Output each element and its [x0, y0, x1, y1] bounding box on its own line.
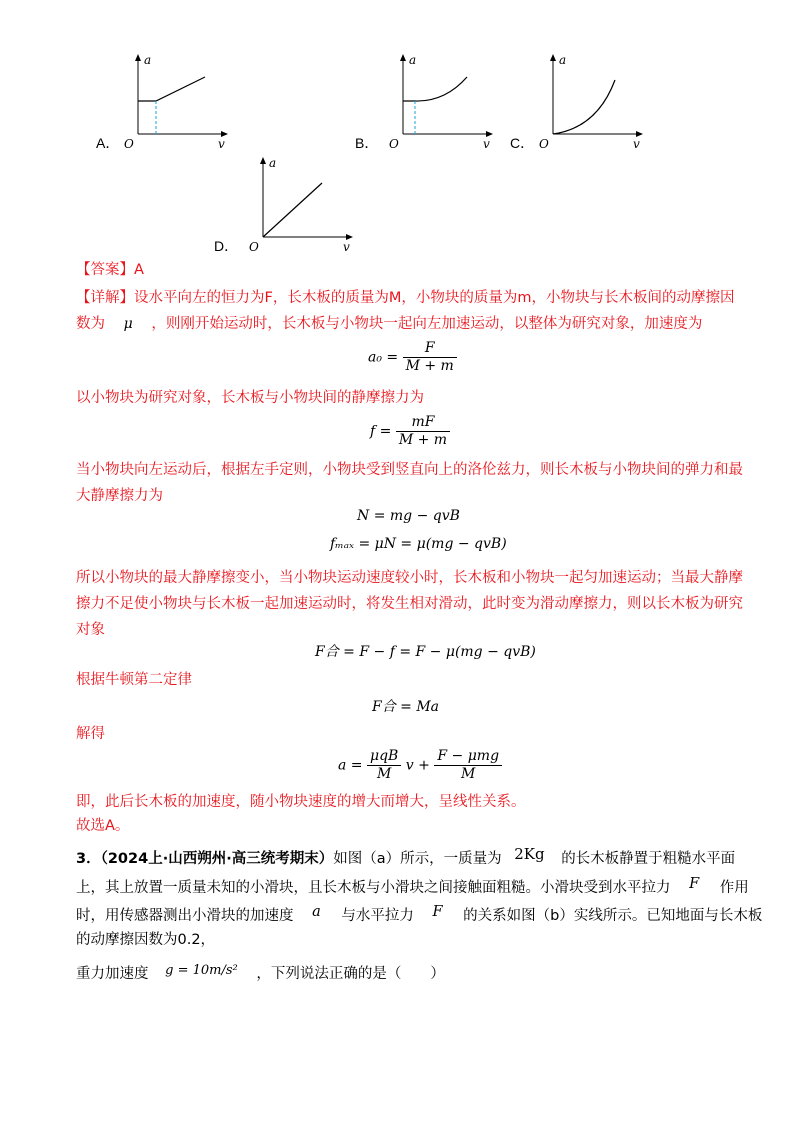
equation-a-result: a = $\frac{\text{μqB}}{M}$ v + $\frac{\text{F − μmg}}{M}$	[338, 748, 502, 783]
question3-line-2: 上，其上放置一质量未知的小滑块，且长木板与小滑块之间接触面粗糙。小滑块受到水平拉力 F 作用	[76, 876, 749, 896]
accel-symbol: a	[312, 904, 321, 920]
force-symbol-2: F	[432, 904, 443, 920]
detail-line-10: 解得	[76, 726, 105, 742]
question3-line-3: 时，用传感器测出小滑块的加速度 a 与水平拉力 F 的关系如图（b）实线所示。已知地面与长木板	[76, 904, 763, 924]
origin-label: O	[249, 240, 259, 254]
question3-line-4: 的动摩擦因数为0.2，	[76, 932, 216, 948]
gravity-value: g = 10m/s²	[165, 963, 238, 978]
equation-n: N = mg − qvB	[357, 508, 460, 524]
detail-line-2: 数为 μ ，则刚开始运动时，长木板与小物块一起向左加速运动，以整体为研究对象，加速度为	[76, 316, 703, 332]
axis-x-label: v	[218, 137, 225, 151]
axis-y-label: a	[269, 156, 277, 170]
detail-line-5: 大静摩擦力为	[76, 488, 163, 504]
origin-label: O	[389, 137, 399, 151]
graph-option-a	[120, 52, 230, 152]
equation-f: f = $\frac{mF}{M + m}$	[370, 414, 450, 449]
origin-label: O	[539, 137, 549, 151]
detail-line-3: 以小物块为研究对象，长木板与小物块间的静摩擦力为	[76, 390, 424, 406]
option-a-label: A．	[96, 135, 120, 151]
detail-line-12: 故选A。	[76, 818, 130, 834]
axis-y-label: a	[559, 53, 567, 67]
mass-value: 2Kg	[514, 845, 545, 863]
axis-x-label: v	[483, 137, 490, 151]
question3-line-5: 重力加速度 g = 10m/s² ，下列说法正确的是（ ）	[76, 963, 445, 982]
detail-line-6: 所以小物块的最大静摩擦变小，当小物块运动速度较小时，长木板和小物块一起匀加速运动；当最大静摩	[76, 570, 743, 586]
axis-x-label: v	[633, 137, 640, 151]
origin-label: O	[124, 137, 134, 151]
graph-option-d	[245, 155, 355, 255]
force-symbol: F	[689, 876, 700, 892]
detail-line-1: 【详解】设水平向左的恒力为F，长木板的质量为M，小物块的质量为m，小物块与长木板间的动摩擦因	[76, 290, 735, 306]
option-c-label: C．	[510, 135, 535, 151]
question3-line-1: 3．（2024上·山西朔州·高三统考期末）如图（a）所示，一质量为 2Kg 的长木板静置于粗糙水平面	[76, 845, 736, 867]
detail-line-11: 即，此后长木板的加速度，随小物块速度的增大而增大，呈线性关系。	[76, 794, 526, 810]
axis-y-label: a	[409, 53, 417, 67]
graph-option-c	[535, 52, 645, 152]
equation-a0: a₀ = $\frac{F}{M + m}$	[368, 340, 457, 375]
equation-fmax: fₘₐₓ = μN = μ(mg − qvB)	[330, 536, 507, 552]
axis-x-label: v	[343, 240, 350, 254]
detail-line-9: 根据牛顿第二定律	[76, 672, 192, 688]
axis-y-label: a	[144, 53, 152, 67]
option-b-label: B．	[355, 135, 379, 151]
equation-newton: F合 = Ma	[372, 699, 440, 715]
graph-option-b	[385, 52, 495, 152]
answer-line: 【答案】A	[76, 262, 144, 278]
mu-symbol: μ	[123, 316, 133, 332]
equation-fnet: F合 = F − f = F − μ(mg − qvB)	[315, 644, 536, 660]
detail-line-7: 擦力不足使小物块与长木板一起加速运动时，将发生相对滑动，此时变为滑动摩擦力，则以长木板为研究	[76, 596, 743, 612]
detail-line-8: 对象	[76, 622, 105, 638]
option-d-label: D．	[214, 238, 239, 254]
detail-line-4: 当小物块向左运动后，根据左手定则，小物块受到竖直向上的洛伦兹力，则长木板与小物块间的弹力和最	[76, 462, 743, 478]
